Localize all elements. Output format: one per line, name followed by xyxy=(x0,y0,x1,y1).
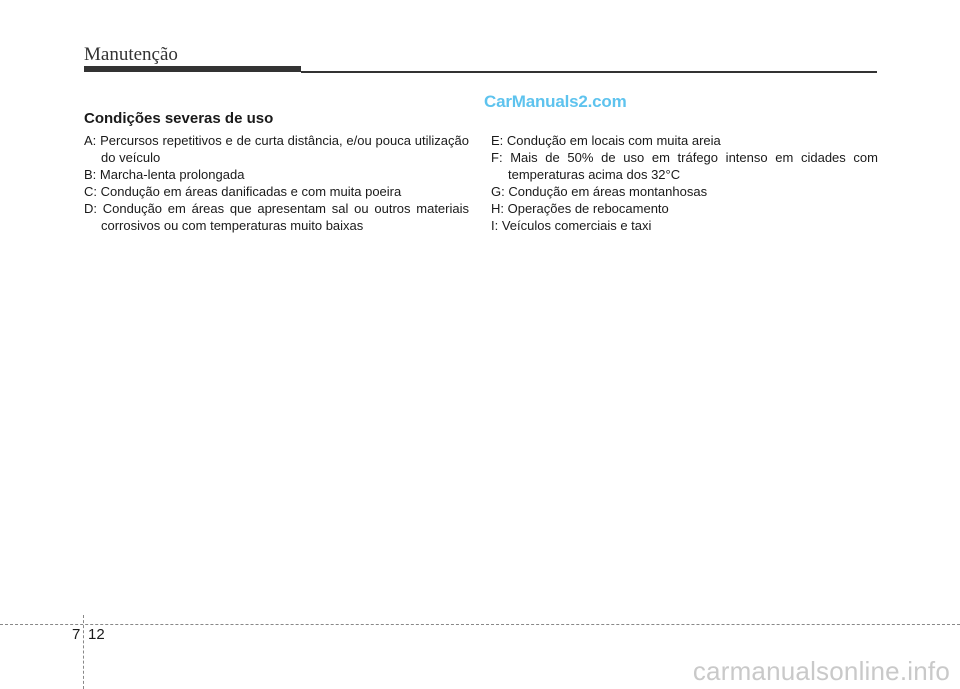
condition-item: B: Marcha-lenta prolongada xyxy=(84,167,245,182)
condition-item: E: Condução em locais com muita areia xyxy=(491,133,721,148)
condition-item: I: Veículos comerciais e taxi xyxy=(491,218,652,233)
condition-item: A: Percursos repetitivos e de curta distância, e/ou pouca utilização do veículo xyxy=(84,133,469,165)
condition-item: H: Operações de rebocamento xyxy=(491,201,669,216)
conditions-list-right xyxy=(491,132,878,234)
section-heading: Condições severas de uso xyxy=(84,110,274,127)
condition-item: G: Condução em áreas montanhosas xyxy=(491,184,708,199)
header-bar-thick xyxy=(84,66,301,72)
conditions-list-left xyxy=(84,132,469,234)
header-rule xyxy=(301,71,877,73)
watermark-logo-bottom: carmanualsonline.info xyxy=(692,656,950,686)
watermark-logo-top: CarManuals2.com xyxy=(484,92,627,111)
footer-divider xyxy=(0,624,960,625)
page-number: 12 xyxy=(88,626,105,643)
condition-item: D: Condução em áreas que apresentam sal ou outros materiais corrosivos ou com temperaturas muito baixas xyxy=(84,201,469,233)
chapter-number: 7 xyxy=(72,626,81,643)
condition-item: F: Mais de 50% de uso em tráfego intenso em cidades com temperaturas acima dos 32°C xyxy=(491,150,878,182)
condition-item: C: Condução em áreas danificadas e com muita poeira xyxy=(84,184,402,199)
section-header-title: Manutenção xyxy=(84,44,178,65)
footer-vertical-divider xyxy=(83,615,84,689)
